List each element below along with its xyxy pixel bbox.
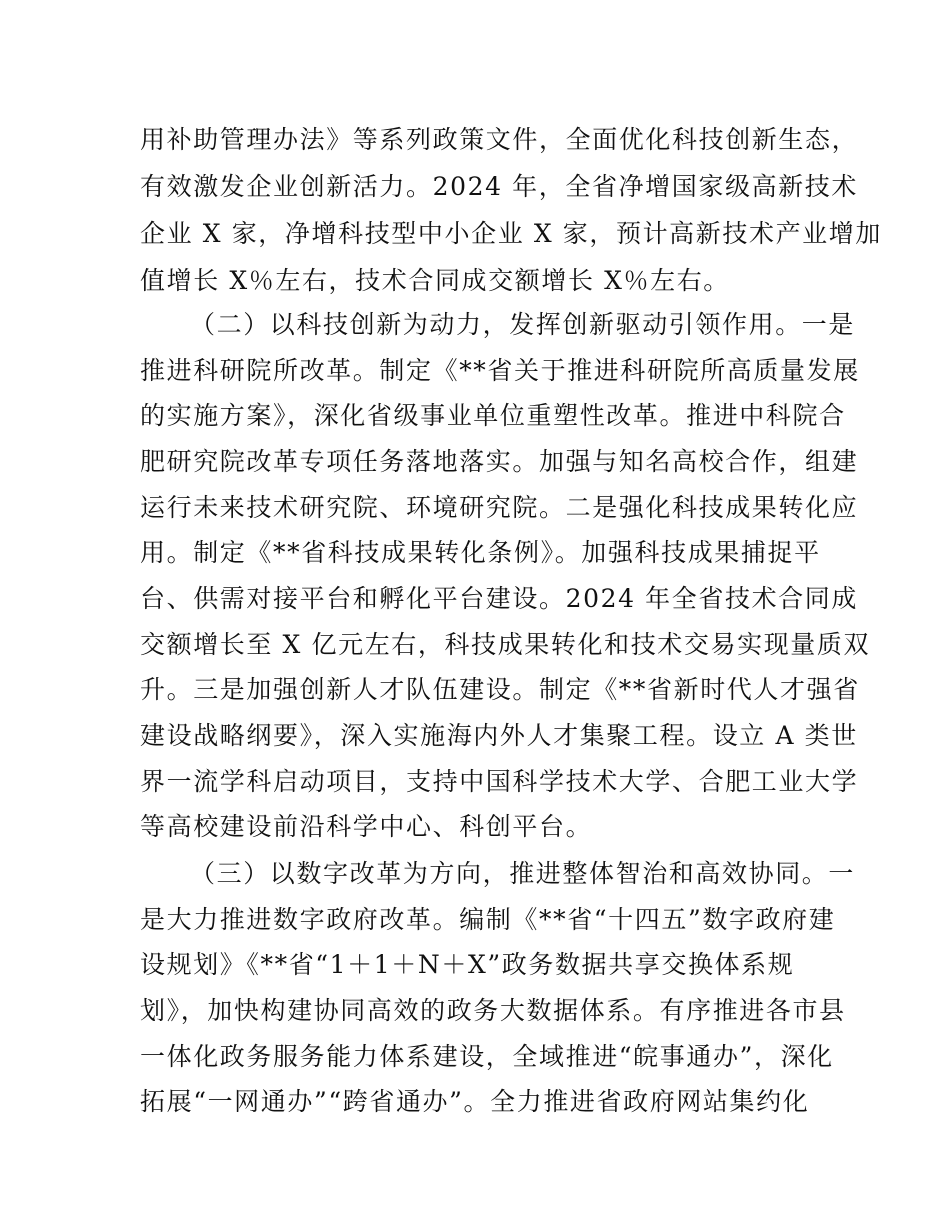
paragraph-3-line-5: 一体化政务服务能力体系建设，全域推进“皖事通办”，深化 [140,1042,834,1071]
paragraph-2-line-1: （二）以科技创新为动力，发挥创新驱动引领作用。一是 [190,310,856,339]
paragraph-3-line-6: 拓展“一网通办”“跨省通办”。全力推进省政府网站集约化 [140,1087,810,1116]
paragraph-2-line-10: 建设战略纲要》，深入实施海内外人才集聚工程。设立 A 类世 [140,721,858,750]
paragraph-3-line-4: 划》，加快构建协同高效的政务大数据体系。有序推进各市县 [140,996,846,1025]
paragraph-2-line-7: 台、供需对接平台和孵化平台建设。2024 年全省技术合同成 [140,584,858,613]
paragraph-2-line-11: 界一流学科启动项目，支持中国科学技术大学、合肥工业大学 [140,767,859,796]
paragraph-1-line-4: 值增长 X％左右，技术合同成交额增长 X％左右。 [140,266,730,295]
paragraph-2-line-12: 等高校建设前沿科学中心、科创平台。 [140,812,593,841]
paragraph-3-line-3: 设规划》《**省“1＋1＋N＋X”政务数据共享交换体系规 [140,950,795,979]
paragraph-2-line-2: 推进科研院所改革。制定《**省关于推进科研院所高质量发展 [140,356,860,385]
paragraph-2-line-3: 的实施方案》，深化省级事业单位重塑性改革。推进中科院合 [140,401,846,430]
paragraph-1-line-3: 企业 X 家，净增科技型中小企业 X 家，预计高新技术产业增加 [140,219,882,248]
paragraph-2-line-5: 运行未来技术研究院、环境研究院。二是强化科技成果转化应 [140,493,859,522]
paragraph-1-line-2: 有效激发企业创新活力。2024 年，全省净增国家级高新技术 [140,172,858,201]
paragraph-3-line-2: 是大力推进数字政府改革。编制《**省“十四五”数字政府建 [140,905,836,934]
paragraph-2-line-4: 肥研究院改革专项任务落地落实。加强与知名高校合作，组建 [140,447,859,476]
paragraph-1-line-1: 用补助管理办法》等系列政策文件，全面优化科技创新生态， [140,125,859,154]
paragraph-2-line-9: 升。三是加强创新人才队伍建设。制定《**省新时代人才强省 [140,675,860,704]
paragraph-2-line-6: 用。制定《**省科技成果转化条例》。加强科技成果捕捉平 [140,538,821,567]
paragraph-3-line-1: （三）以数字改革为方向，推进整体智治和高效协同。一 [190,859,856,888]
paragraph-2-line-8: 交额增长至 X 亿元左右，科技成果转化和技术交易实现量质双 [140,630,871,659]
